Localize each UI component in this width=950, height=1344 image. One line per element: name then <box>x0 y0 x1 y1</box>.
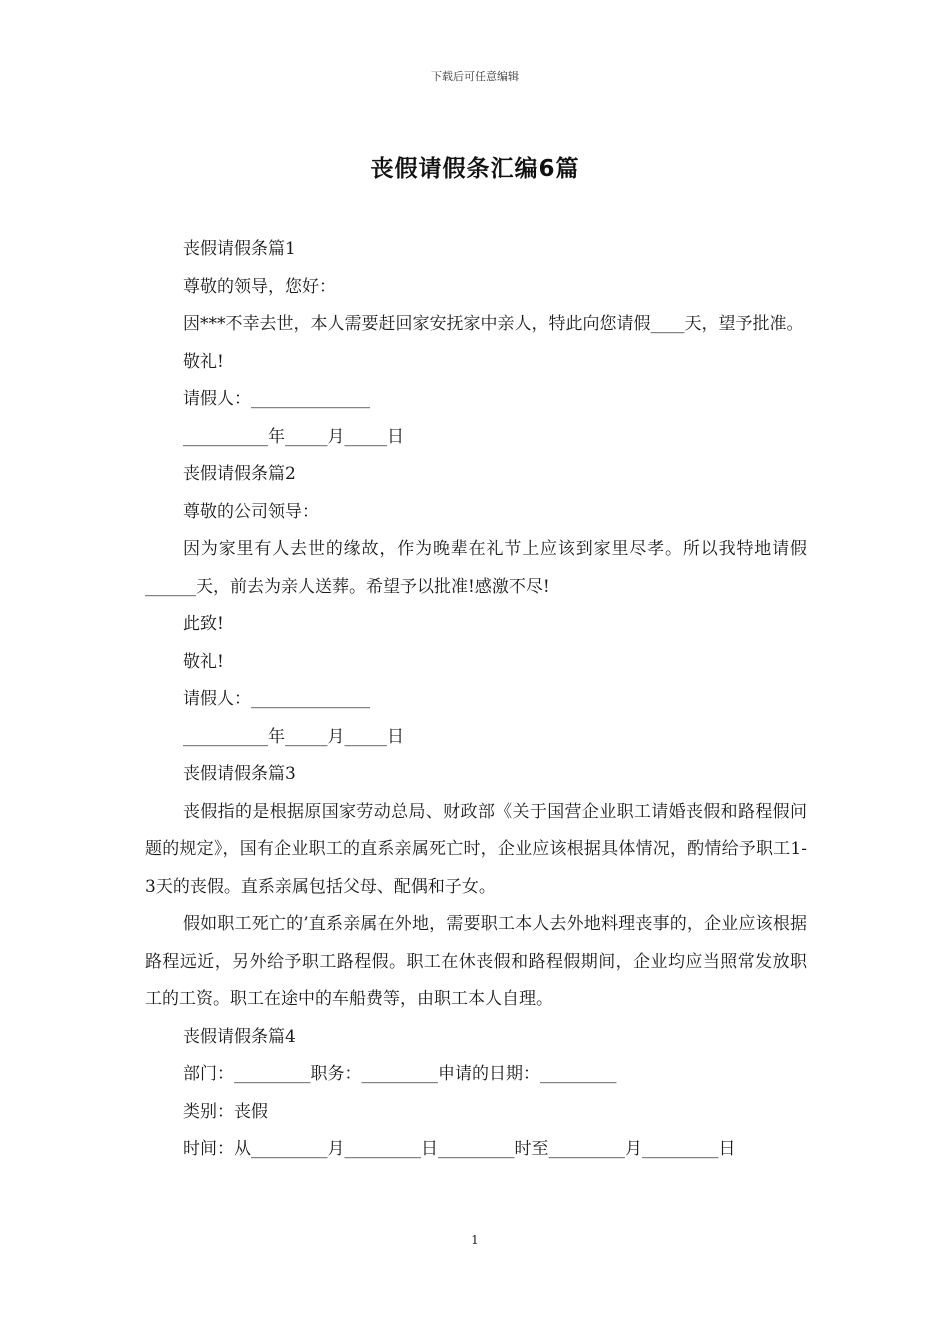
closing: 敬礼! <box>183 351 224 372</box>
body-paragraph: 丧假指的是根据原国家劳动总局、财政部《关于国营企业职工请婚丧假和路程假问题的规定》，国有企业职工的直系亲属死亡时，企业应该根据具体情况，酌情给予职工1-3天的丧假。直系亲属包括父母、配偶和子女。 <box>145 801 807 897</box>
document-title: 丧假请假条汇编6篇 <box>370 156 580 182</box>
document-body <box>145 231 807 1169</box>
closing: 此致! <box>183 614 224 634</box>
body-paragraph: 假如职工死亡的’直系亲属在外地，需要职工本人去外地料理丧事的，企业应该根据路程远近，另外给予职工路程假。职工在休丧假和路程假期间，企业均应当照常发放职工的工资。职工在途中的车船费等，由职工本人自理。 <box>145 914 807 1009</box>
body-paragraph: 因为家里有人去世的缘故，作为晚辈在礼节上应该到家里尽孝。所以我特地请假______天，前去为亲人送葬。希望予以批准!感激不尽! <box>145 539 807 597</box>
form-line: 时间：从_________月_________日_________时至_________月_________日 <box>183 1139 736 1159</box>
applicant-line: 请假人：______________ <box>183 689 370 709</box>
form-line: 部门：_________职务：_________申请的日期：_________ <box>183 1064 617 1084</box>
section-heading-4: 丧假请假条篇4 <box>183 1026 296 1047</box>
salutation: 尊敬的公司领导： <box>183 501 319 522</box>
closing: 敬礼! <box>183 651 224 672</box>
applicant-line: 请假人：______________ <box>183 389 370 409</box>
body-paragraph: 因***不幸去世，本人需要赶回家安抚家中亲人，特此向您请假____天，望予批准。 <box>183 314 804 334</box>
header-note: 下载后可任意编辑 <box>431 70 519 83</box>
date-line: __________年_____月_____日 <box>183 726 404 747</box>
form-line: 类别：丧假 <box>183 1101 268 1122</box>
page-number: 1 <box>471 1233 479 1247</box>
section-heading-3: 丧假请假条篇3 <box>183 764 296 784</box>
salutation: 尊敬的领导，您好： <box>183 276 336 297</box>
section-heading-2: 丧假请假条篇2 <box>183 464 296 484</box>
date-line: __________年_____月_____日 <box>183 426 404 447</box>
section-heading-1: 丧假请假条篇1 <box>183 239 296 259</box>
